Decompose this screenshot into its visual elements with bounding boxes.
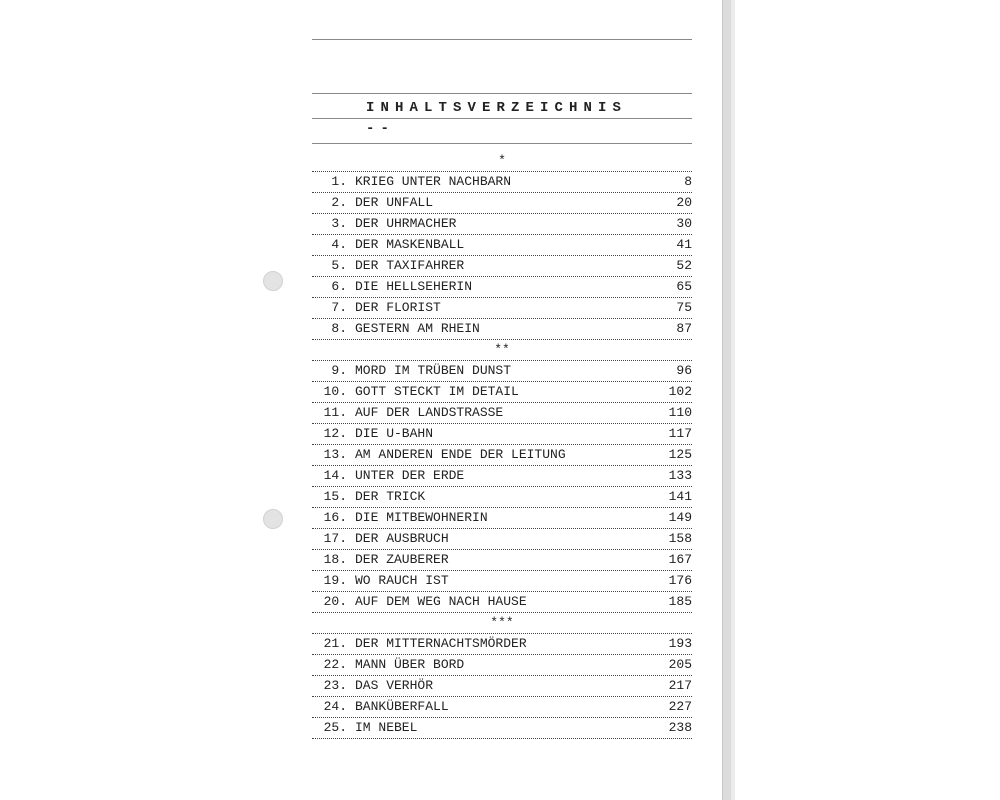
entry-title: DER ZAUBERER — [355, 552, 449, 567]
entry-number: 5. — [331, 258, 347, 273]
toc-entry[interactable] — [312, 319, 692, 340]
entry-page: 20 — [676, 195, 692, 210]
toc-entry[interactable] — [312, 424, 692, 445]
title-rule-middle — [312, 118, 692, 119]
entry-page: 75 — [676, 300, 692, 315]
entry-number: 25. — [323, 720, 347, 735]
entry-page: 205 — [668, 657, 692, 672]
entry-title: DER AUSBRUCH — [355, 531, 449, 546]
entry-page: 238 — [668, 720, 692, 735]
entry-number: 15. — [323, 489, 347, 504]
entry-page: 30 — [676, 216, 692, 231]
entry-page: 110 — [668, 405, 692, 420]
toc-entry[interactable] — [312, 361, 692, 382]
entry-page: 158 — [668, 531, 692, 546]
entry-title: MORD IM TRÜBEN DUNST — [355, 363, 512, 378]
entry-title: DER UNFALL — [355, 195, 434, 210]
toc-entry[interactable] — [312, 256, 692, 277]
toc-entry[interactable] — [312, 172, 692, 193]
toc-entry[interactable] — [312, 403, 692, 424]
entry-page: 141 — [668, 489, 692, 504]
toc-entry[interactable] — [312, 592, 692, 613]
toc-entry[interactable] — [312, 529, 692, 550]
entry-page: 167 — [668, 552, 692, 567]
entry-number: 6. — [331, 279, 347, 294]
entry-page: 87 — [676, 321, 692, 336]
punch-hole — [263, 509, 283, 529]
entry-title: DIE U-BAHN — [355, 426, 434, 441]
entry-number: 3. — [331, 216, 347, 231]
toc-entry[interactable] — [312, 277, 692, 298]
entry-title: GESTERN AM RHEIN — [355, 321, 480, 336]
entry-number: 2. — [331, 195, 347, 210]
entry-number: 12. — [323, 426, 347, 441]
entry-title: DER TAXIFAHRER — [355, 258, 465, 273]
toc-entry[interactable] — [312, 571, 692, 592]
entry-page: 102 — [668, 384, 692, 399]
entry-page: 96 — [676, 363, 692, 378]
toc-entry[interactable] — [312, 718, 692, 739]
toc-entry[interactable] — [312, 697, 692, 718]
entry-number: 1. — [331, 174, 347, 189]
entry-number: 13. — [323, 447, 347, 462]
toc-entries — [312, 151, 692, 739]
top-rule — [312, 39, 692, 40]
entry-title: DIE MITBEWOHNERIN — [355, 510, 488, 525]
toc-entry[interactable] — [312, 466, 692, 487]
entry-title: DER MITTERNACHTSMÖRDER — [355, 636, 527, 651]
toc-title-underline: -- — [366, 121, 396, 137]
entry-number: 8. — [331, 321, 347, 336]
entry-page: 227 — [668, 699, 692, 714]
entry-title: AUF DEM WEG NACH HAUSE — [355, 594, 527, 609]
entry-title: KRIEG UNTER NACHBARN — [355, 174, 512, 189]
entry-page: 149 — [668, 510, 692, 525]
entry-number: 20. — [323, 594, 347, 609]
toc-title: INHALTSVERZEICHNIS — [366, 100, 628, 116]
entry-number: 24. — [323, 699, 347, 714]
entry-number: 21. — [323, 636, 347, 651]
entry-title: DAS VERHÖR — [355, 678, 434, 693]
entry-page: 41 — [676, 237, 692, 252]
section-separator: * — [312, 151, 692, 172]
entry-number: 7. — [331, 300, 347, 315]
toc-entry[interactable] — [312, 193, 692, 214]
toc-entry[interactable] — [312, 487, 692, 508]
entry-page: 217 — [668, 678, 692, 693]
entry-page: 176 — [668, 573, 692, 588]
entry-number: 11. — [323, 405, 347, 420]
title-rule-bottom — [312, 143, 692, 144]
entry-title: AM ANDEREN ENDE DER LEITUNG — [355, 447, 566, 462]
entry-title: DER MASKENBALL — [355, 237, 465, 252]
entry-title: DER UHRMACHER — [355, 216, 457, 231]
entry-title: MANN ÜBER BORD — [355, 657, 465, 672]
page-edge-shadow — [731, 0, 735, 800]
entry-title: WO RAUCH IST — [355, 573, 449, 588]
toc-entry[interactable] — [312, 655, 692, 676]
entry-title: GOTT STECKT IM DETAIL — [355, 384, 519, 399]
entry-title: AUF DER LANDSTRASSE — [355, 405, 504, 420]
toc-entry[interactable] — [312, 445, 692, 466]
toc-entry[interactable] — [312, 508, 692, 529]
entry-number: 22. — [323, 657, 347, 672]
entry-title: DIE HELLSEHERIN — [355, 279, 473, 294]
section-separator: ** — [312, 340, 692, 361]
entry-title: DER TRICK — [355, 489, 426, 504]
toc-entry[interactable] — [312, 235, 692, 256]
toc-entry[interactable] — [312, 298, 692, 319]
entry-title: UNTER DER ERDE — [355, 468, 465, 483]
entry-page: 125 — [668, 447, 692, 462]
entry-page: 193 — [668, 636, 692, 651]
entry-number: 10. — [323, 384, 347, 399]
entry-page: 133 — [668, 468, 692, 483]
entry-title: DER FLORIST — [355, 300, 441, 315]
section-separator: *** — [312, 613, 692, 634]
page-edge — [722, 0, 731, 800]
entry-title: BANKÜBERFALL — [355, 699, 449, 714]
entry-number: 14. — [323, 468, 347, 483]
entry-number: 23. — [323, 678, 347, 693]
entry-number: 19. — [323, 573, 347, 588]
entry-number: 4. — [331, 237, 347, 252]
entry-page: 65 — [676, 279, 692, 294]
entry-number: 18. — [323, 552, 347, 567]
toc-entry[interactable] — [312, 676, 692, 697]
entry-page: 117 — [668, 426, 692, 441]
toc-entry[interactable] — [312, 550, 692, 571]
entry-number: 9. — [331, 363, 347, 378]
punch-hole — [263, 271, 283, 291]
toc-entry[interactable] — [312, 634, 692, 655]
entry-title: IM NEBEL — [355, 720, 418, 735]
entry-page: 52 — [676, 258, 692, 273]
entry-page: 185 — [668, 594, 692, 609]
entry-number: 16. — [323, 510, 347, 525]
entry-page: 8 — [684, 174, 692, 189]
entry-number: 17. — [323, 531, 347, 546]
toc-entry[interactable] — [312, 382, 692, 403]
toc-entry[interactable] — [312, 214, 692, 235]
title-rule-top — [312, 93, 692, 94]
